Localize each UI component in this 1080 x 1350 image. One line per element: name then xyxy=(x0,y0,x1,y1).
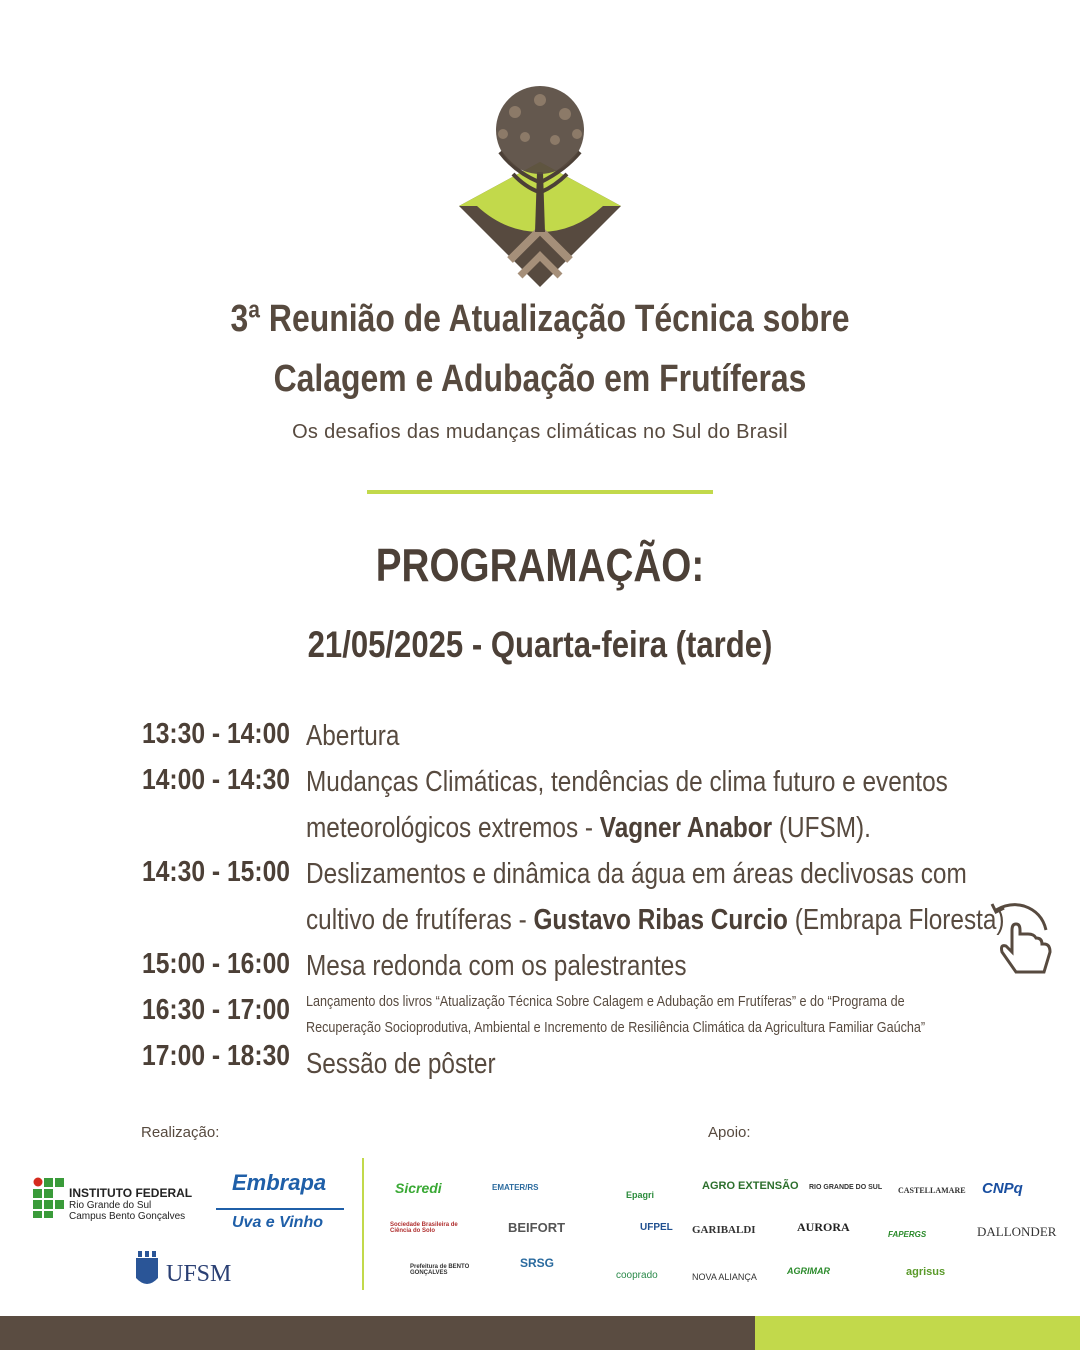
schedule-description: Mesa redonda com os palestrantes xyxy=(306,950,687,982)
supporter-logo: Epagri xyxy=(626,1190,655,1200)
schedule-description: Deslizamentos e dinâmica da água em áreas declivosas com cultivo de frutíferas - Gustavo Ribas Curcio (Embrapa Floresta) xyxy=(306,858,1005,936)
supporter-logo: agrisus xyxy=(906,1266,946,1278)
ifrs-campus: Campus Bento Gonçalves xyxy=(69,1211,186,1222)
footer-bar-green xyxy=(755,1316,1080,1350)
schedule-time: 14:00 - 14:30 xyxy=(141,764,290,796)
speaker-name: Gustavo Ribas Curcio xyxy=(533,904,788,936)
ifrs-logo-icon xyxy=(33,1177,65,1219)
footer-separator xyxy=(362,1158,364,1290)
supporter-logo: FAPERGS xyxy=(888,1230,927,1239)
embrapa-logo: Embrapa xyxy=(232,1170,327,1195)
divider xyxy=(367,490,713,494)
supporter-logo: RIO GRANDE DO SUL xyxy=(809,1184,883,1191)
supporter-logo: GARIBALDI xyxy=(692,1224,756,1236)
supporter-logo: UFPEL xyxy=(640,1222,673,1233)
supporter-logo: Sicredi xyxy=(395,1180,442,1196)
ufsm-logo: UFSM xyxy=(166,1261,232,1287)
speaker-name: Vagner Anabor xyxy=(599,812,773,844)
schedule-description: Lançamento dos livros “Atualização Técnica Sobre Calagem e Adubação em Frutíferas” e do “Programa de Recuperação Socioprodutiva, Ambiental e Incremento de Resiliência Climática da Agricultura Familiar Gaúcha” xyxy=(306,993,926,1036)
supporter-logo: Sociedade Brasileira de Ciência do Solo xyxy=(390,1222,458,1234)
embrapa-unit: Uva e Vinho xyxy=(232,1214,323,1231)
ifrs-state: Rio Grande do Sul xyxy=(69,1200,152,1211)
organizers-label: Realização: xyxy=(141,1124,220,1141)
schedule-description: Mudanças Climáticas, tendências de clima futuro e eventos meteorológicos extremos - Vagner Anabor (UFSM). xyxy=(306,766,948,844)
event-title-line2: Calagem e Adubação em Frutíferas xyxy=(273,358,807,400)
supporter-logo: BEIFORT xyxy=(508,1220,566,1235)
event-subtitle: Os desafios das mudanças climáticas no Sul do Brasil xyxy=(292,421,788,443)
program-date: 21/05/2025 - Quarta-feira (tarde) xyxy=(307,624,773,665)
supporter-logo: CNPq xyxy=(982,1180,1023,1197)
program-heading: PROGRAMAÇÃO: xyxy=(375,539,705,591)
supporter-logo: Prefeitura de BENTO GONÇALVES xyxy=(410,1264,470,1276)
footer-bar-dark xyxy=(0,1316,755,1350)
schedule-time: 16:30 - 17:00 xyxy=(141,994,290,1026)
schedule-description: Sessão de pôster xyxy=(306,1048,496,1080)
event-title-line1: 3ª Reunião de Atualização Técnica sobre xyxy=(230,298,850,340)
supporter-logo: DALLONDER xyxy=(977,1224,1057,1239)
supporter-logo: SRSG xyxy=(520,1256,555,1270)
supporter-logo: NOVA ALIANÇA xyxy=(692,1272,757,1282)
ifrs-name: INSTITUTO FEDERAL xyxy=(69,1186,193,1200)
supporter-logo: CASTELLAMARE xyxy=(898,1186,966,1195)
supporter-logo: cooprado xyxy=(616,1270,658,1281)
embrapa-rule xyxy=(216,1208,344,1210)
schedule-time: 15:00 - 16:00 xyxy=(141,948,290,980)
event-logo xyxy=(455,82,625,288)
ufsm-crest-icon xyxy=(134,1250,160,1290)
schedule-time: 13:30 - 14:00 xyxy=(141,718,290,750)
supporters-label: Apoio: xyxy=(708,1124,751,1141)
schedule-time: 14:30 - 15:00 xyxy=(141,856,290,888)
supporter-logo: AURORA xyxy=(797,1220,850,1234)
schedule-time: 17:00 - 18:30 xyxy=(141,1040,290,1072)
supporter-logo: AGRIMAR xyxy=(787,1266,830,1276)
swipe-hand-icon xyxy=(990,900,1056,978)
schedule-description: Abertura xyxy=(306,720,400,752)
supporter-logo: EMATER/RS xyxy=(492,1183,539,1192)
supporter-logo: AGRO EXTENSÃO xyxy=(702,1180,799,1192)
